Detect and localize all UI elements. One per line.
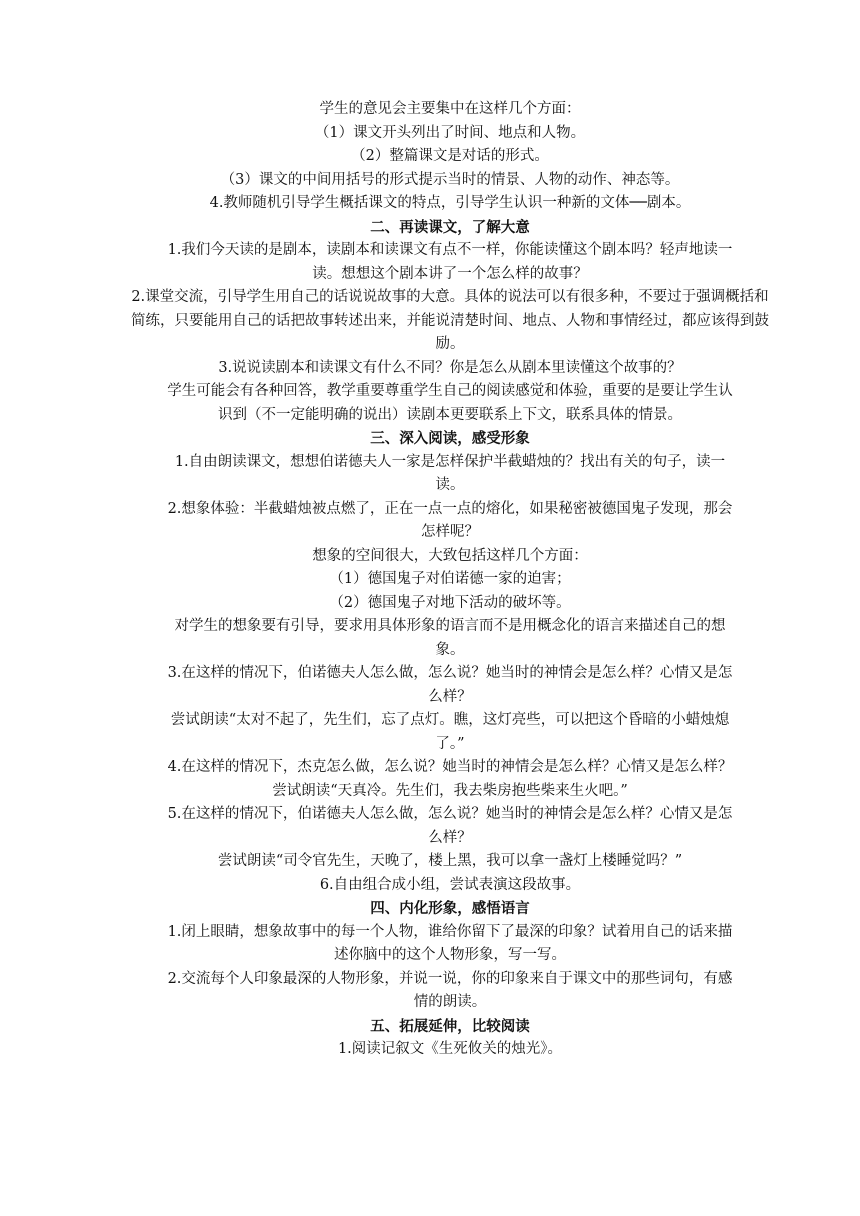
paragraph: （1）课文开头列出了时间、地点和人物。: [314, 124, 586, 141]
paragraph: 学生的意见会主要集中在这样几个方面：: [319, 101, 581, 117]
paragraph: 4.在这样的情况下，杰克怎么做，怎么说？她当时的神情会是怎么样？心情又是怎么样？: [167, 759, 733, 775]
paragraph: 2.交流每个人印象最深的人物形象，并说一说，你的印象来自于课文中的那些词句，有感情的朗读。: [167, 970, 733, 1010]
section-heading: 二、再读课文，了解大意: [370, 218, 530, 236]
paragraph: 尝试朗读“天真冷。先生们，我去柴房抱些柴来生火吧。”: [272, 782, 628, 799]
paragraph: （3）课文的中间用括号的形式提示当时的情景、人物的动作、神态等。: [220, 171, 680, 188]
paragraph: （1）德国鬼子对伯诺德一家的迫害；: [329, 571, 571, 587]
paragraph: 1.闭上眼睛，想象故事中的每一个人物，谁给你留下了最深的印象？试着用自己的话来描述你脑中的这个人物形象，写一写。: [167, 923, 733, 963]
paragraph: 学生可能会有各种回答，教学重要尊重学生自己的阅读感觉和体验，重要的是要让学生认识到（不一定能明确的说出）读剧本更要联系上下文，联系具体的情景。: [167, 383, 733, 423]
document-body: [131, 98, 769, 1062]
paragraph: 1.自由朗读课文，想想伯诺德夫人一家是怎样保护半截蜡烛的？找出有关的句子，读一读。: [174, 453, 726, 493]
section-heading: 四、内化形象，感悟语言: [370, 900, 530, 917]
paragraph: 4.教师随机引导学生概括课文的特点，引导学生认识一种新的文体──剧本。: [209, 195, 691, 211]
paragraph: 尝试朗读“太对不起了，先生们，忘了点灯。瞧，这灯亮些，可以把这个昏暗的小蜡烛熄了。”: [170, 712, 730, 752]
paragraph: 5.在这样的情况下，伯诺德夫人怎么做，怎么说？她当时的神情会是怎么样？心情又是怎么样？: [167, 806, 733, 846]
paragraph: 尝试朗读“司令官先生，天晚了，楼上黑，我可以拿一盏灯上楼睡觉吗？”: [217, 853, 683, 869]
section-heading: 三、深入阅读，感受形象: [370, 430, 530, 447]
paragraph: 6.自由组合成小组，尝试表演这段故事。: [319, 876, 581, 893]
paragraph: 对学生的想象要有引导，要求用具体形象的语言而不是用概念化的语言来描述自己的想象。: [174, 618, 726, 658]
paragraph: 1.阅读记叙文《生死攸关的烛光》。: [337, 1041, 563, 1057]
paragraph: （2）德国鬼子对地下活动的破坏等。: [329, 594, 571, 611]
paragraph: 1.我们今天读的是剧本，读剧本和读课文有点不一样，你能读懂这个剧本吗？轻声地读一读。想想这个剧本讲了一个怎么样的故事？: [167, 242, 733, 282]
paragraph: 3.说说读剧本和读课文有什么不同？你是怎么从剧本里读懂这个故事的？: [218, 359, 682, 376]
paragraph: （2）整篇课文是对话的形式。: [351, 148, 549, 164]
paragraph: 3.在这样的情况下，伯诺德夫人怎么做，怎么说？她当时的神情会是怎么样？心情又是怎么样？: [167, 665, 733, 705]
paragraph: 想象的空间很大，大致包括这样几个方面：: [312, 547, 588, 564]
paragraph: 2.想象体验：半截蜡烛被点燃了，正在一点一点的熔化，如果秘密被德国鬼子发现，那会怎样呢？: [167, 500, 733, 540]
section-heading: 五、拓展延伸，比较阅读: [370, 1017, 530, 1035]
paragraph: 2.课堂交流，引导学生用自己的话说说故事的大意。具体的说法可以有很多种，不要过于强调概括和简练，只要能用自己的话把故事转述出来，并能说清楚时间、地点、人物和事情经过，都应该得到鼓励。: [131, 289, 769, 352]
